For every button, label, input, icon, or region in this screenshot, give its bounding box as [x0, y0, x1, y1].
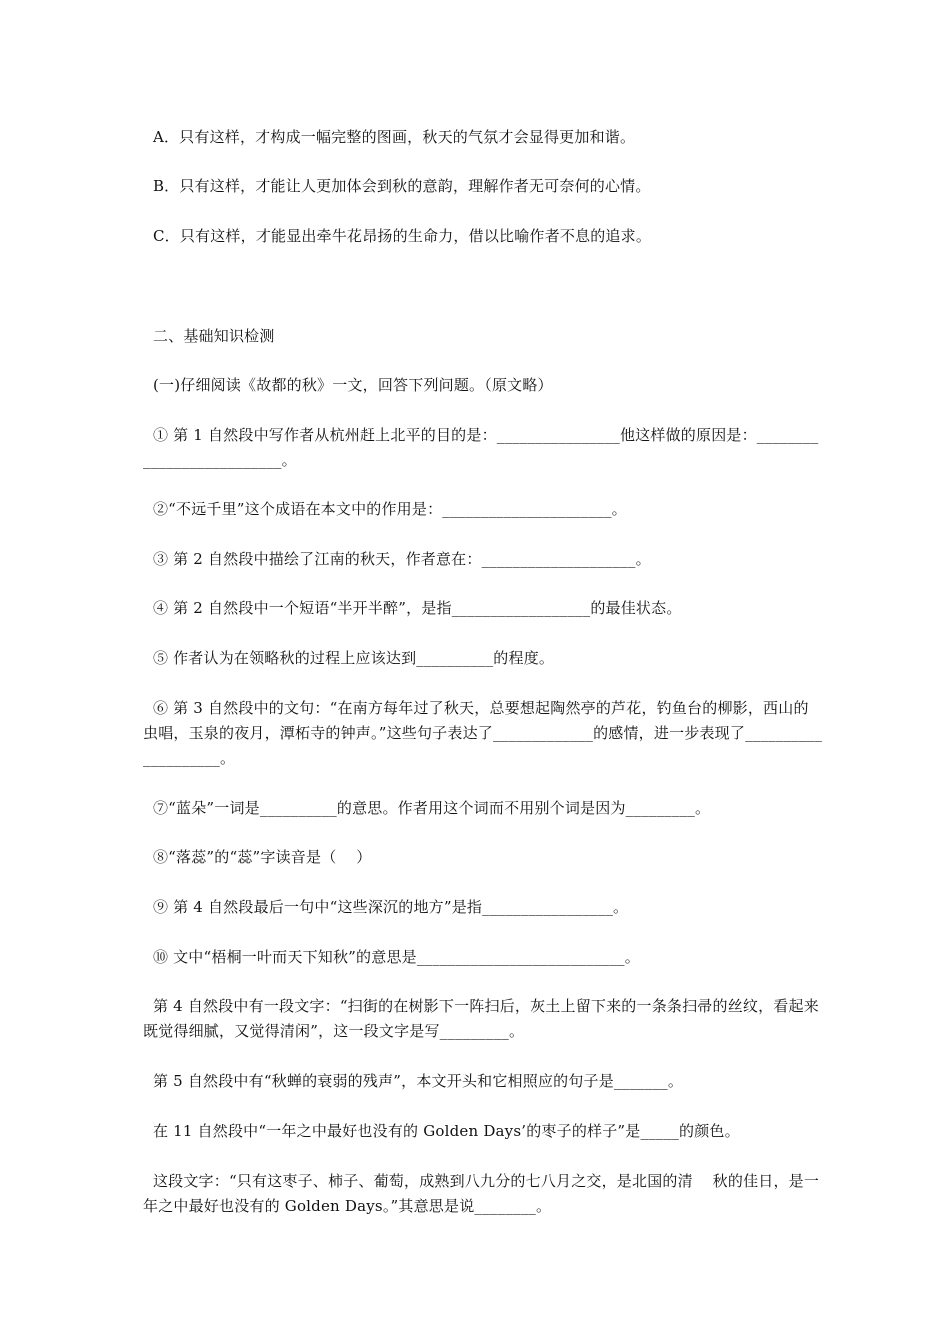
reading-intro: (一)仔细阅读《故都的秋》一文，回答下列问题。（原文略） — [143, 376, 553, 394]
question-9: ⑨ 第 4 自然段最后一句中“这些深沉的地方”是指_________________。 — [143, 898, 629, 916]
question-12: 第 5 自然段中有“秋蝉的衰弱的残声”，本文开头和它相照应的句子是_______。 — [143, 1072, 684, 1090]
question-13: 在 11 自然段中“一年之中最好也没有的 Golden Days’的枣子的样子”是_____的颜色。 — [143, 1122, 740, 1140]
question-4: ④ 第 2 自然段中一个短语“半开半醉”，是指__________________的最佳状态。 — [143, 599, 682, 617]
section-heading: 二、基础知识检测 — [143, 327, 275, 345]
option-c: C．只有这样，才能显出牵牛花昂扬的生命力，借以比喻作者不息的追求。 — [143, 227, 652, 245]
question-10: ⑩ 文中“梧桐一叶而天下知秋”的意思是___________________________。 — [143, 948, 640, 966]
question-1: ① 第 1 自然段中写作者从杭州赶上北平的目的是：________________他这样做的原因是：__________________________。 — [143, 426, 819, 469]
question-7: ⑦“蓝朵”一词是__________的意思。作者用这个词而不用别个词是因为_________。 — [143, 799, 711, 817]
question-3: ③ 第 2 自然段中描绘了江南的秋天，作者意在：____________________。 — [143, 550, 651, 568]
question-5: ⑤ 作者认为在领略秋的过程上应该达到__________的程度。 — [143, 649, 555, 667]
question-11: 第 4 自然段中有一段文字：“扫街的在树影下一阵扫后，灰土上留下来的一条条扫帚的丝纹，看起来既觉得细腻，又觉得清闲”，这一段文字是写_________。 — [143, 997, 819, 1040]
question-14: 这段文字：“只有这枣子、柿子、葡萄，成熟到八九分的七八月之交，是北国的清 秋的佳日，是一年之中最好也没有的 Golden Days。”其意思是说________。 — [143, 1172, 820, 1215]
option-b: B．只有这样，才能让人更加体会到秋的意韵，理解作者无可奈何的心情。 — [143, 177, 651, 195]
option-a: A．只有这样，才构成一幅完整的图画，秋天的气氛才会显得更加和谐。 — [143, 128, 636, 146]
question-8: ⑧“落蕊”的“蕊”字读音是（ ） — [143, 848, 372, 866]
question-6: ⑥ 第 3 自然段中的文句：“在南方每年过了秋天，总要想起陶然亭的芦花，钓鱼台的柳影，西山的虫唱，玉泉的夜月，潭柘寺的钟声。”这些句子表达了_____________的感情，进一步表现了____________________。 — [143, 699, 823, 767]
question-2: ②“不远千里”这个成语在本文中的作用是：______________________。 — [143, 500, 627, 518]
